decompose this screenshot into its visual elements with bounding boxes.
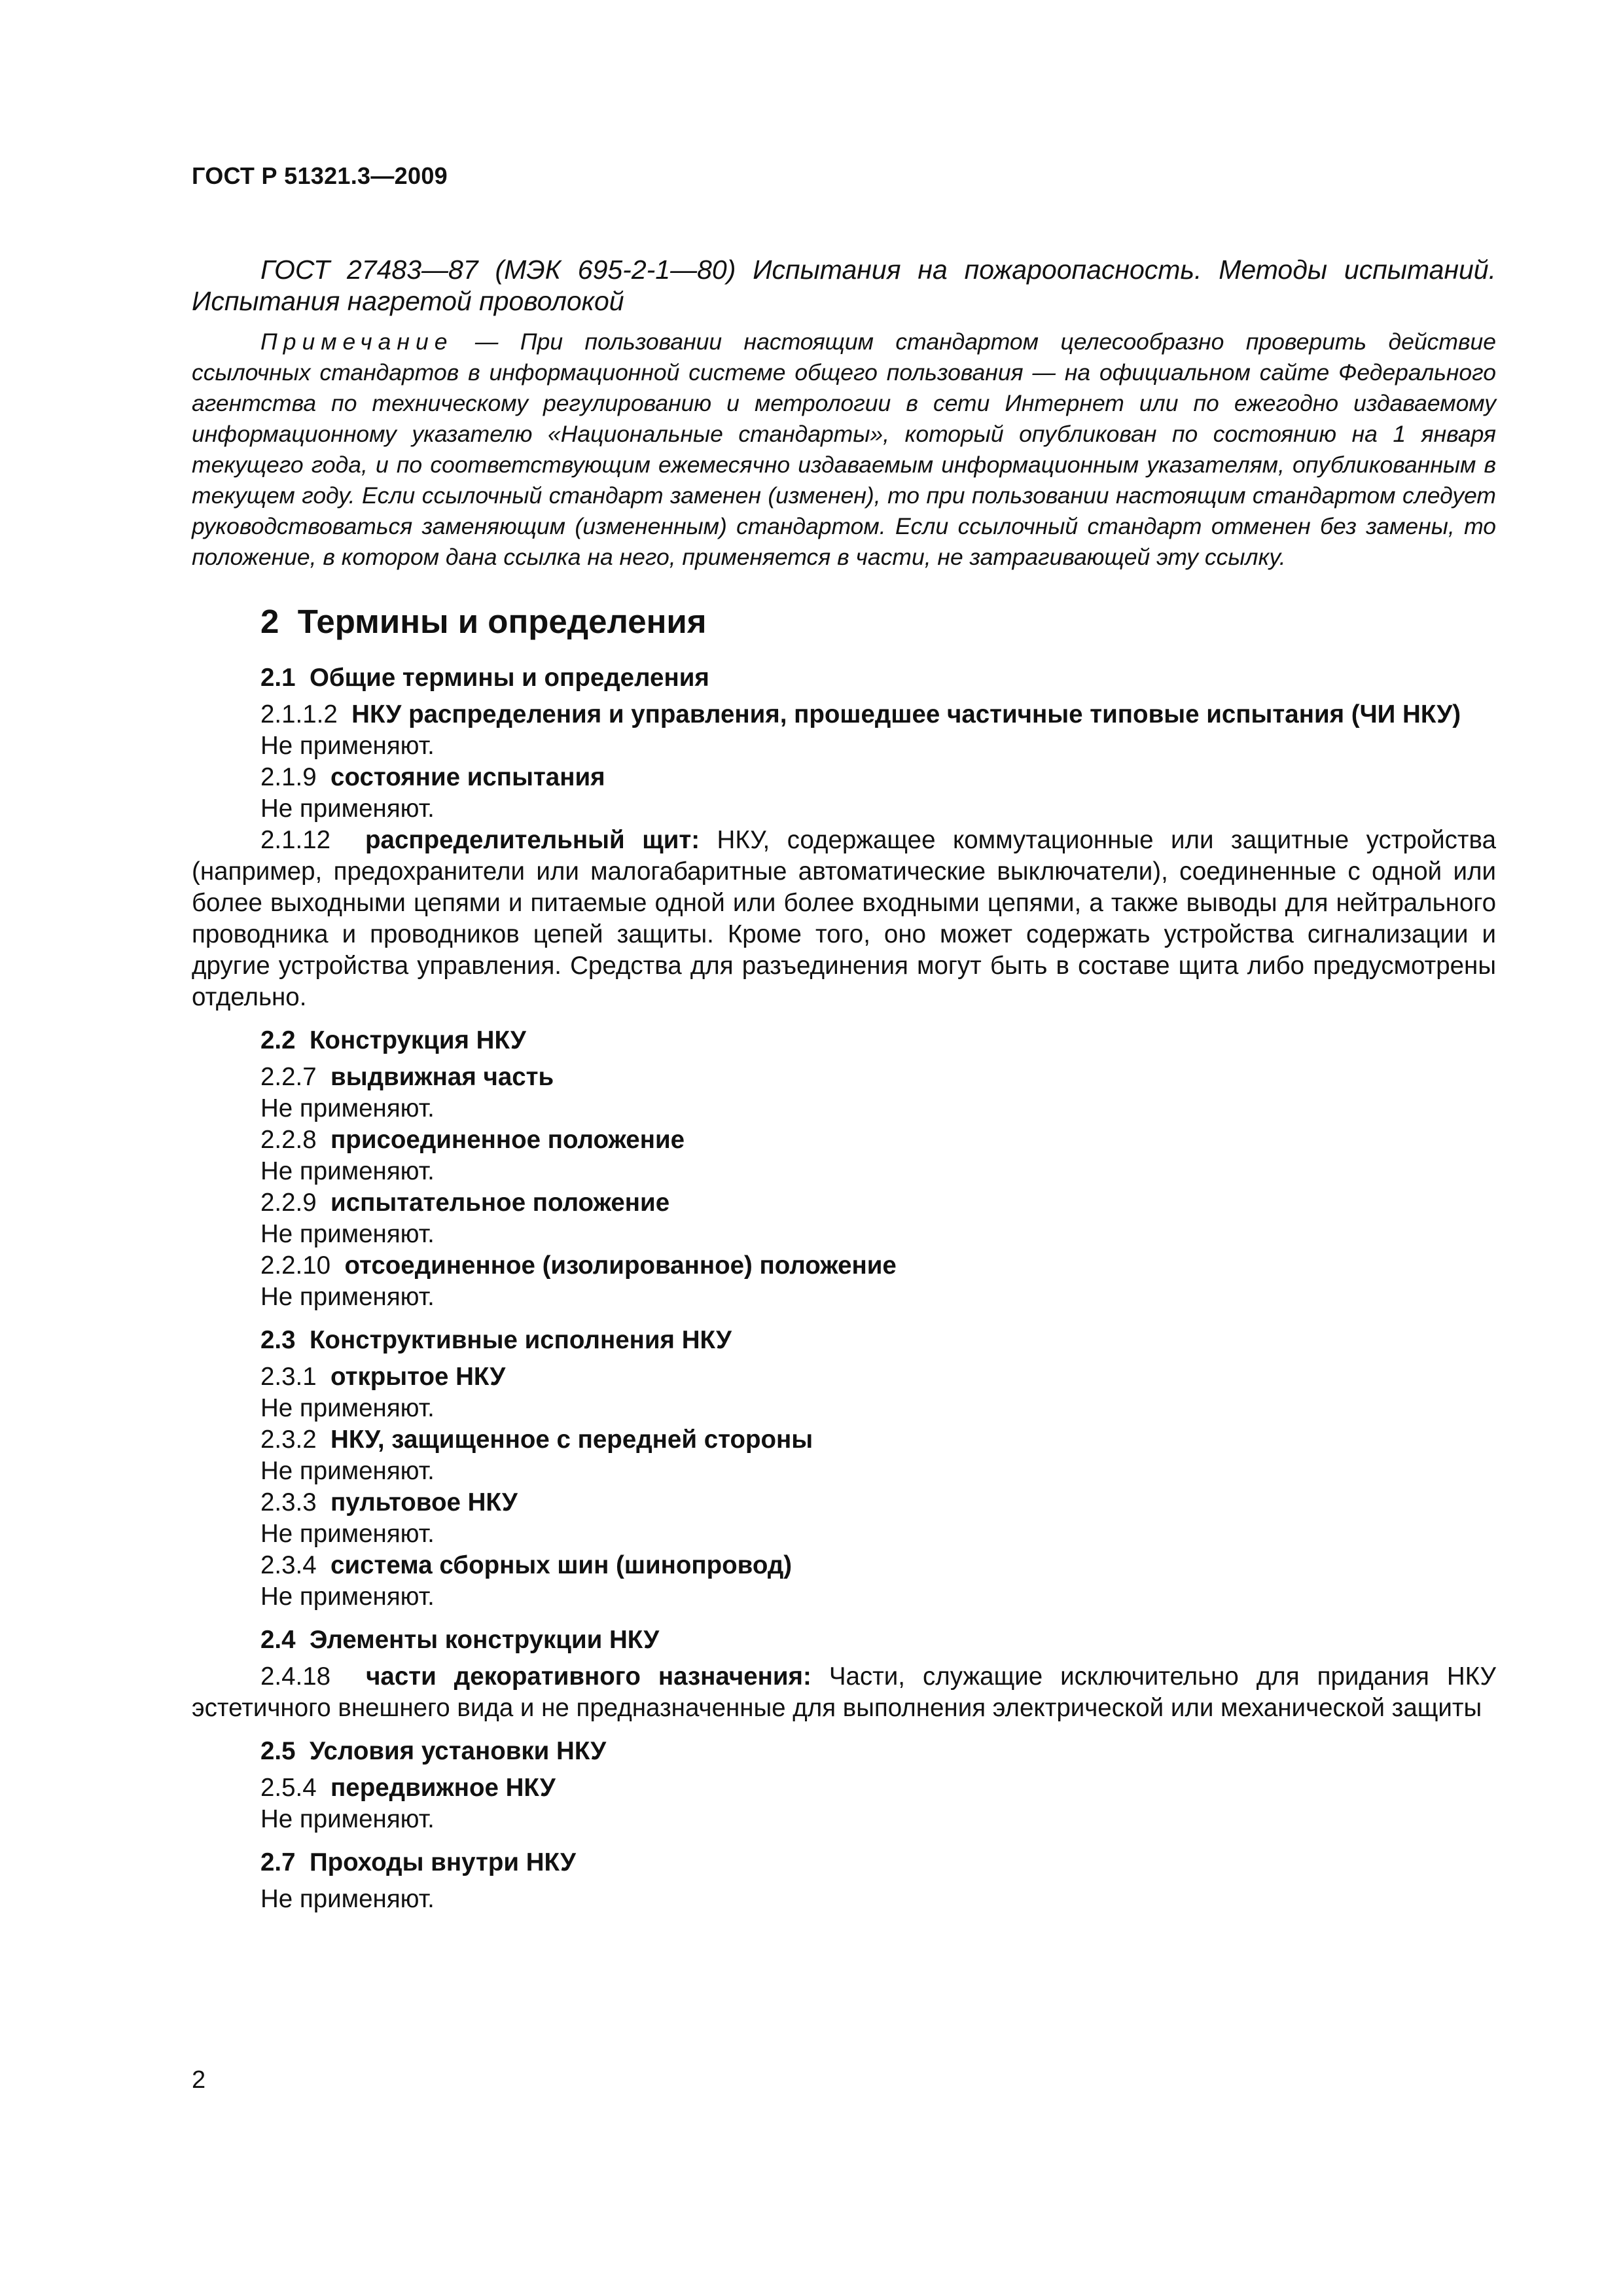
term-number: 2.1.1.2 [260, 700, 338, 728]
term-entry [192, 1772, 1496, 1804]
not-applied-text: Не применяют. [260, 1885, 435, 1913]
term-name: состояние испытания [330, 763, 605, 791]
note-label: Примечание [260, 328, 454, 355]
term-name: испытательное положение [330, 1189, 670, 1217]
not-applied-text: Не применяют. [260, 1220, 435, 1248]
note-paragraph [192, 327, 1496, 573]
document-header: ГОСТ Р 51321.3—2009 [192, 162, 448, 189]
term-entry [192, 1062, 1496, 1093]
page-number: 2 [192, 2066, 206, 2094]
reference-entry: ГОСТ 27483—87 (МЭК 695-2-1—80) Испытания на пожароопасность. Методы испытаний. Испытания нагретой проволокой [192, 255, 1496, 316]
not-applied-text: Не применяют. [260, 795, 435, 823]
term-entry [192, 1361, 1496, 1393]
definition-text: Части, служащие исключительно для придания НКУ эстетичного внешнего вида и не предназначенные для выполнения электрической или механической защиты [192, 1662, 1496, 1722]
term-entry [192, 1250, 1496, 1282]
term-entry [192, 1187, 1496, 1219]
term-name: распределительный щит: [365, 826, 700, 854]
term-entry [192, 762, 1496, 793]
term-name: отсоединенное (изолированное) положение [344, 1251, 897, 1280]
term-number: 2.3.2 [260, 1426, 317, 1454]
not-applied-text: Не применяют. [260, 1805, 435, 1833]
term-name: НКУ, защищенное с передней стороны [330, 1426, 813, 1454]
definition-text: НКУ, содержащее коммутационные или защитные устройства (например, предохранители или малогабаритные автоматические выключатели), соединенные с одной или более выходными цепями и питаемые одной или более входными цепями, а также выводы для нейтрального проводника и проводников цепей защиты. Кроме того, оно может содержать устройства сигнализации и другие устройства управления. Средства для разъединения могут быть в составе щита либо предусмотрены отдельно. [192, 826, 1496, 1011]
section-number: 2 [260, 603, 279, 640]
document-body [192, 662, 1496, 1915]
term-number: 2.2.9 [260, 1189, 317, 1217]
not-applied-text: Не применяют. [260, 1094, 435, 1122]
not-applied-text: Не применяют. [260, 1520, 435, 1548]
term-name: пультовое НКУ [330, 1488, 518, 1516]
term-entry [192, 1424, 1496, 1456]
term-entry [192, 1124, 1496, 1156]
term-number: 2.2.10 [260, 1251, 331, 1280]
subsection-heading: 2.7 Проходы внутри НКУ [260, 1848, 576, 1876]
term-definition [192, 825, 1496, 1013]
term-number: 2.2.8 [260, 1126, 317, 1154]
term-number: 2.5.4 [260, 1774, 317, 1802]
term-number: 2.3.1 [260, 1363, 317, 1391]
not-applied-text: Не применяют. [260, 1157, 435, 1185]
term-name: передвижное НКУ [330, 1774, 556, 1802]
section-heading [260, 602, 707, 641]
term-entry [192, 699, 1496, 730]
section-title-text: Термины и определения [297, 603, 707, 640]
term-number: 2.1.9 [260, 763, 317, 791]
not-applied-text: Не применяют. [260, 732, 435, 760]
term-name: части декоративного назначения: [366, 1662, 812, 1691]
subsection-heading: 2.2 Конструкция НКУ [260, 1026, 526, 1054]
not-applied-text: Не применяют. [260, 1283, 435, 1311]
term-name: выдвижная часть [330, 1063, 554, 1091]
not-applied-text: Не применяют. [260, 1457, 435, 1485]
subsection-heading: 2.3 Конструктивные исполнения НКУ [260, 1326, 732, 1354]
not-applied-text: Не применяют. [260, 1583, 435, 1611]
term-number: 2.1.12 [260, 826, 331, 854]
term-entry [192, 1487, 1496, 1518]
term-name: открытое НКУ [330, 1363, 506, 1391]
term-number: 2.3.3 [260, 1488, 317, 1516]
subsection-heading: 2.4 Элементы конструкции НКУ [260, 1626, 660, 1654]
note-text: — При пользовании настоящим стандартом целесообразно проверить действие ссылочных стандартов в информационной системе общего пользования — на официальном сайте Федерального агентства по техническому регулированию и метрологии в сети Интернет или по ежегодно издаваемому информационному указателю «Национальные стандарты», который опубликован по состоянию на 1 января текущего года, и по соответствующим ежемесячно издаваемым информационным указателям, опубликованным в текущем году. Если ссылочный стандарт заменен (изменен), то при пользовании настоящим стандартом следует руководствоваться заменяющим (измененным) стандартом. Если ссылочный стандарт отменен без замены, то положение, в котором дана ссылка на него, применяется в части, не затрагивающей эту ссылку. [192, 328, 1496, 570]
term-number: 2.2.7 [260, 1063, 317, 1091]
subsection-heading: 2.5 Условия установки НКУ [260, 1737, 607, 1765]
term-name: присоединенное положение [330, 1126, 685, 1154]
subsection-heading: 2.1 Общие термины и определения [260, 664, 709, 692]
term-number: 2.4.18 [260, 1662, 331, 1691]
term-definition [192, 1661, 1496, 1724]
term-name: НКУ распределения и управления, прошедшее частичные типовые испытания (ЧИ НКУ) [351, 700, 1461, 728]
not-applied-text: Не применяют. [260, 1394, 435, 1422]
term-number: 2.3.4 [260, 1551, 317, 1579]
term-entry [192, 1550, 1496, 1581]
term-name: система сборных шин (шинопровод) [330, 1551, 793, 1579]
